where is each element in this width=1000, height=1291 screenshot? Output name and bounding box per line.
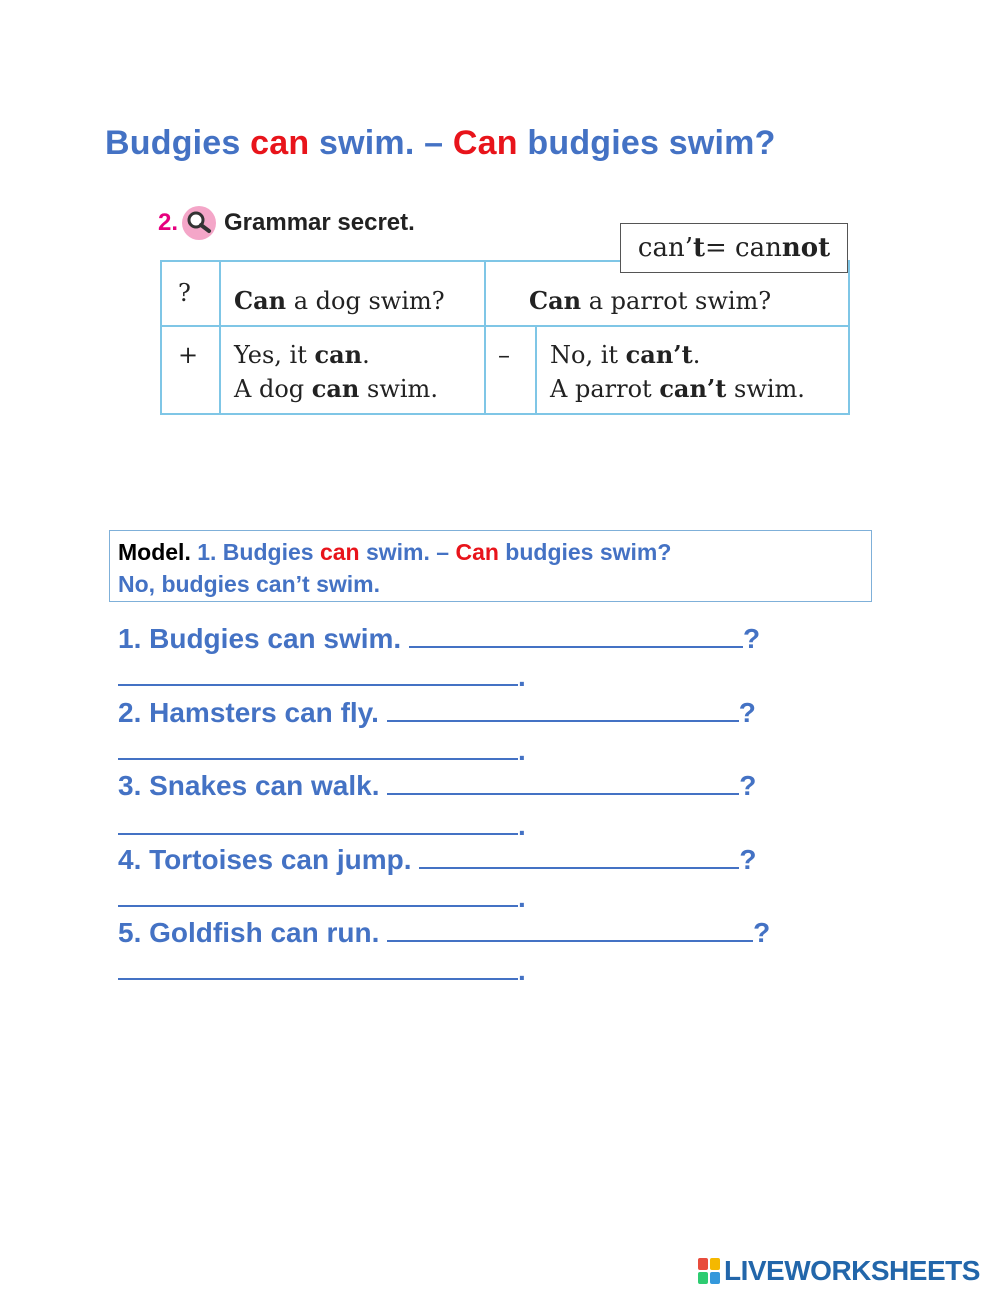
exercise-question: 2. Hamsters can fly. ? xyxy=(118,697,756,728)
grammar-number: 2. xyxy=(158,209,179,236)
table-divider xyxy=(219,262,221,413)
exercise-question: 4. Tortoises can jump. ? xyxy=(118,844,757,875)
cant-cannot-box: can’ t = can not xyxy=(620,223,848,273)
liveworksheets-logo-icon xyxy=(698,1258,720,1284)
exercise-answer: . xyxy=(118,809,526,842)
table-divider xyxy=(535,325,537,413)
exercise-question: 1. Budgies can swim. ? xyxy=(118,623,761,654)
model-label: Model. xyxy=(118,539,191,565)
logo-text: LIVEWORKSHEETS xyxy=(724,1255,980,1286)
answer-blank[interactable] xyxy=(118,734,518,760)
title-can: Can xyxy=(452,124,518,162)
answer-yes: Yes, it can. A dog can swim. xyxy=(234,340,438,403)
exercise-question: 3. Snakes can walk. ? xyxy=(118,770,757,801)
answer-blank[interactable] xyxy=(118,954,518,980)
exercise-answer: . xyxy=(118,881,526,914)
title-text: budgies swim? xyxy=(517,124,776,162)
grammar-heading xyxy=(158,206,415,240)
model-box: Model. 1. Budgies can swim. – Can budgies swim? No, budgies can’t swim. xyxy=(109,530,872,602)
model-answer: No, budgies can’t swim. xyxy=(118,571,380,597)
magnifier-icon xyxy=(182,206,216,240)
question-blank[interactable] xyxy=(419,843,739,869)
question-blank[interactable] xyxy=(409,622,743,648)
table-divider xyxy=(162,325,848,327)
table-divider xyxy=(484,262,486,413)
grammar-table xyxy=(160,260,850,415)
title-can: can xyxy=(250,124,310,162)
exercise-answer: . xyxy=(118,660,526,693)
exercise-question: 5. Goldfish can run. ? xyxy=(118,917,771,948)
answer-blank[interactable] xyxy=(118,660,518,686)
grammar-heading-text: Grammar secret. xyxy=(224,209,415,236)
answer-blank[interactable] xyxy=(118,809,518,835)
question-symbol: ? xyxy=(178,279,191,307)
title-text: swim. – xyxy=(309,124,453,162)
plus-symbol: + xyxy=(178,341,199,369)
question-blank[interactable] xyxy=(387,769,739,795)
question-blank[interactable] xyxy=(387,916,753,942)
question-blank[interactable] xyxy=(387,696,739,722)
exercise-answer: . xyxy=(118,734,526,767)
answer-no: No, it can’t. A parrot can’t swim. xyxy=(550,340,805,403)
exercise-answer: . xyxy=(118,954,526,987)
answer-blank[interactable] xyxy=(118,881,518,907)
minus-symbol: – xyxy=(498,341,510,369)
title-text: Budgies xyxy=(105,124,251,162)
page-title xyxy=(105,124,925,163)
question-dog: Can a dog swim? xyxy=(234,286,445,315)
question-parrot: Can a parrot swim? xyxy=(529,286,772,315)
liveworksheets-logo xyxy=(698,1255,980,1287)
